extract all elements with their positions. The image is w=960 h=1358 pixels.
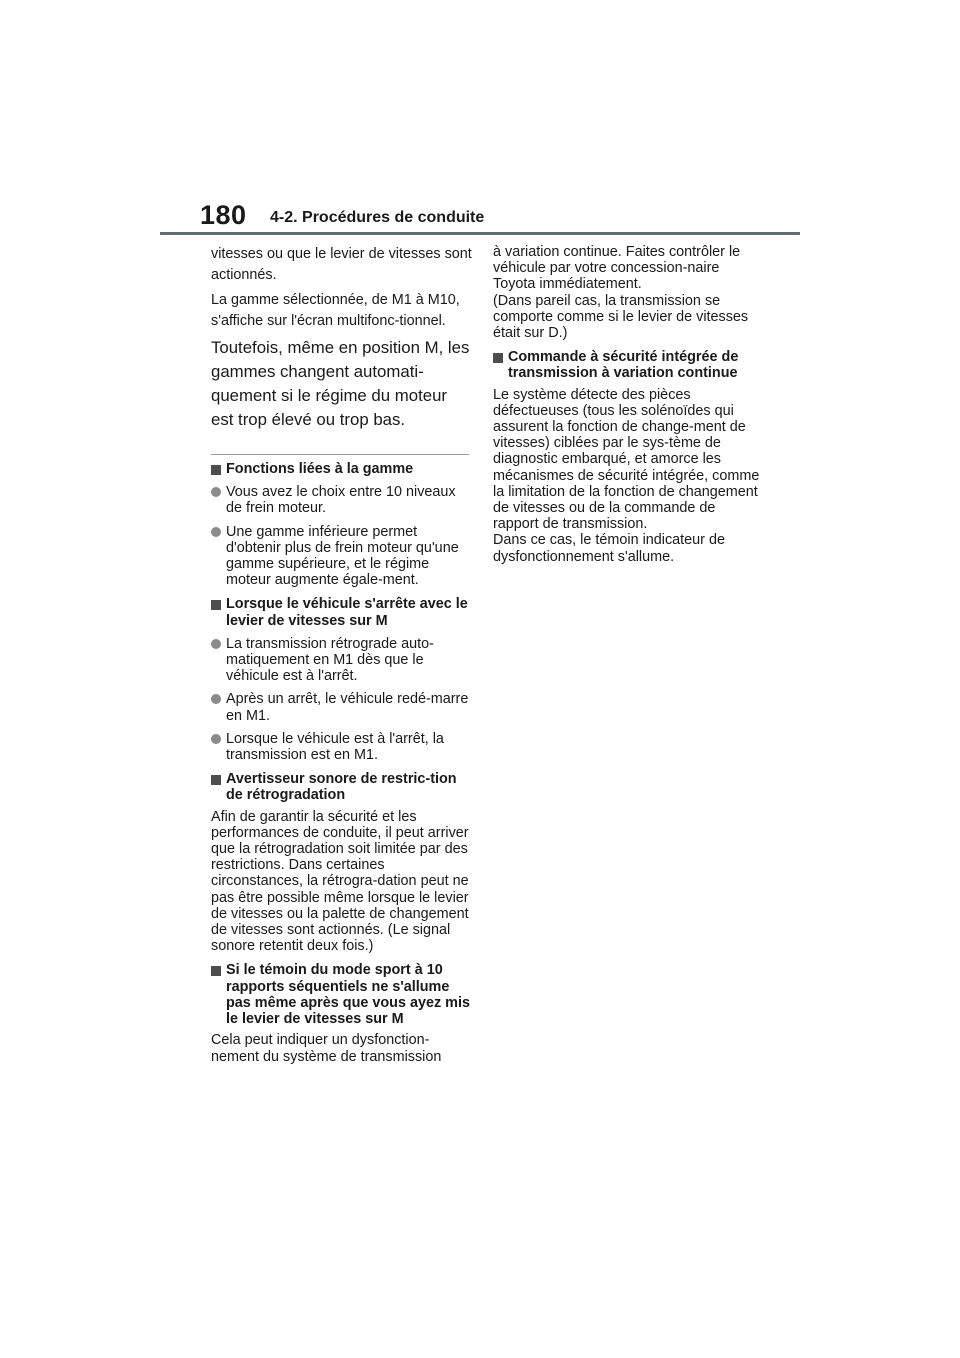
circle-bullet-icon bbox=[211, 639, 221, 649]
square-bullet-icon bbox=[211, 775, 221, 785]
range-display-paragraph: La gamme sélectionnée, de M1 à M10, s'affiche sur l'écran multifonc-tionnel. bbox=[211, 292, 460, 329]
downshift-paragraph: Afin de garantir la sécurité et les performances de conduite, il peut arriver que la rétrogradation soit limitée par des restrictions. Dans certaines circonstances, la rétrogra-dation peut ne pas être possible même lorsque le levier de vitesses ou la palette de changement de vitesses sont actionnés. (Le signal sonore retentit deux fois.) bbox=[211, 808, 469, 955]
heading-sport-mode-indicator: Si le témoin du mode sport à 10 rapports séquentiels ne s'allume pas même après que vous ayez mis le levier de vitesses sur M bbox=[211, 962, 473, 1027]
intro-paragraph: vitesses ou que le levier de vitesses sont actionnés. bbox=[211, 246, 472, 283]
square-bullet-icon bbox=[211, 966, 221, 976]
list-item: Une gamme inférieure permet d'obtenir plus de frein moteur qu'une gamme supérieure, et le régime moteur augmente égale-ment. bbox=[211, 524, 473, 589]
indicator-paragraph: Cela peut indiquer un dysfonction-nement du système de transmission bbox=[211, 1032, 442, 1065]
square-bullet-icon bbox=[493, 353, 503, 363]
left-column bbox=[211, 244, 473, 1065]
list-item: Après un arrêt, le véhicule redé-marre en M1. bbox=[211, 691, 473, 723]
malfunction-paragraph: Dans ce cas, le témoin indicateur de dysfonctionnement s'allume. bbox=[493, 532, 725, 565]
continued-paragraph: à variation continue. Faites contrôler le véhicule par votre concession-naire Toyota immédiatement. bbox=[493, 244, 741, 293]
fail-safe-paragraph: Le système détecte des pièces défectueuses (tous les solénoïdes qui assurent la fonction de change-ment de vitesses) ciblées par le sys-tème de diagnostic embarqué, et amorce les mécanismes de sécurité intégrée, comme la limitation de la fonction de changement de vitesses ou de la commande de rapport de transmission. bbox=[493, 386, 760, 533]
section-divider bbox=[211, 454, 469, 455]
list-item: Vous avez le choix entre 10 niveaux de frein moteur. bbox=[211, 484, 473, 516]
right-column bbox=[493, 244, 763, 565]
header-rule bbox=[160, 232, 800, 235]
heading-vehicle-stops: Lorsque le véhicule s'arrête avec le levier de vitesses sur M bbox=[211, 596, 473, 628]
square-bullet-icon bbox=[211, 600, 221, 610]
circle-bullet-icon bbox=[211, 487, 221, 497]
list-item: La transmission rétrograde auto-matiquement en M1 dès que le véhicule est à l'arrêt. bbox=[211, 636, 473, 685]
circle-bullet-icon bbox=[211, 527, 221, 537]
square-bullet-icon bbox=[211, 465, 221, 475]
heading-fail-safe: Commande à sécurité intégrée de transmission à variation continue bbox=[493, 349, 763, 381]
heading-range-functions: Fonctions liées à la gamme bbox=[211, 461, 473, 477]
circle-bullet-icon bbox=[211, 694, 221, 704]
large-note: Toutefois, même en position M, les gammes changent automati-quement si le régime du moteur est trop élevé ou trop bas. bbox=[211, 338, 470, 429]
page-number: 180 bbox=[200, 200, 247, 230]
circle-bullet-icon bbox=[211, 734, 221, 744]
section-title: 4-2. Procédures de conduite bbox=[270, 209, 485, 226]
heading-downshift-buzzer: Avertisseur sonore de restric-tion de rétrogradation bbox=[211, 771, 473, 803]
parenthetical-paragraph: (Dans pareil cas, la transmission se comporte comme si le levier de vitesses était sur D.) bbox=[493, 292, 749, 342]
list-item: Lorsque le véhicule est à l'arrêt, la transmission est en M1. bbox=[211, 731, 473, 763]
